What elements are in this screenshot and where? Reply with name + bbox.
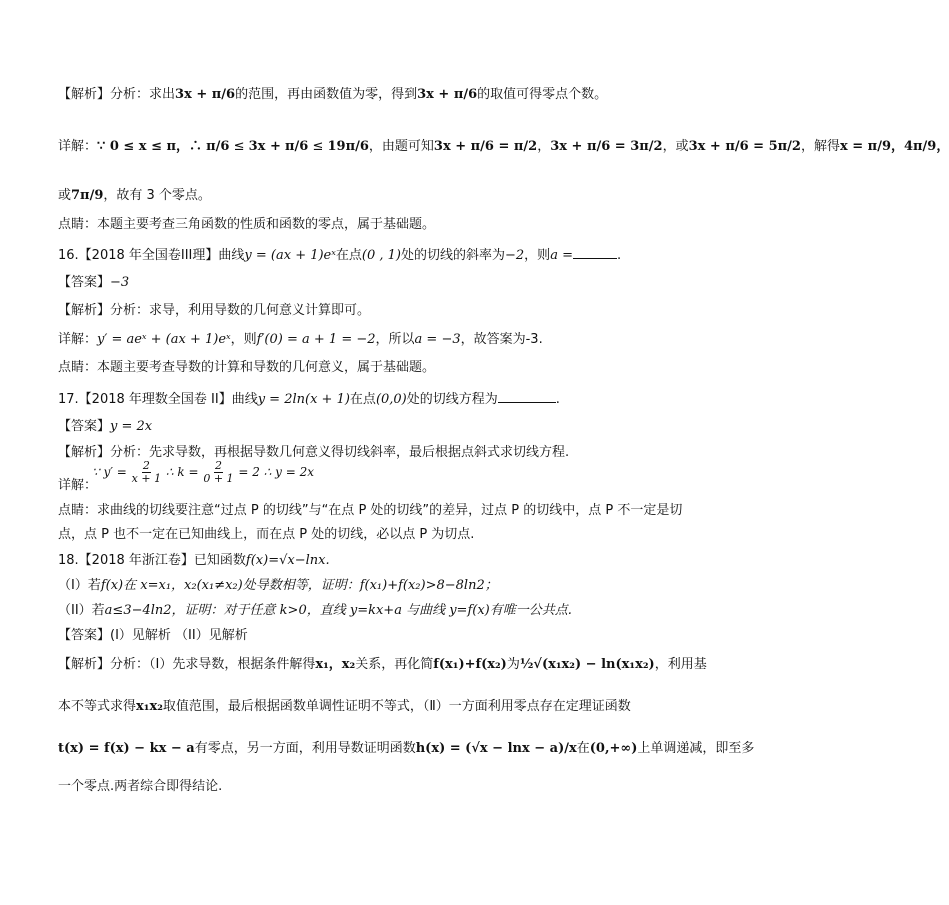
q17-answer: 【答案】y = 2x: [58, 419, 153, 434]
answer-blank: [573, 246, 617, 259]
q17-comment-2: 点，点 P 也不一定在已知曲线上，而在点 P 处的切线，必以点 P 为切点.: [58, 527, 475, 542]
fraction: $\frac{2}{0 + 1}$: [203, 459, 234, 485]
fraction: $\frac{2}{x + 1}$: [131, 459, 162, 485]
q15-analysis: 【解析】分析：求出3x + π/6的范围，再由函数值为零，得到3x + π/6的取值可得零点个数。: [58, 87, 608, 102]
q17-comment-1: 点睛：求曲线的切线要注意“过点 P 的切线”与“在点 P 处的切线”的差异，过点 P 的切线中，点 P 不一定是切: [58, 503, 683, 518]
q17-heading: 17.【2018 年理数全国卷 II】曲线y = 2ln(x + 1)在点(0,0)处的切线方程为 .: [58, 392, 560, 407]
q15-count: 或7π/9，故有 3 个零点。: [58, 188, 211, 203]
q17-formula: ∵ y′ = $\frac{2}{x + 1}$ ∴ k = $\frac{2}{0 + 1}$ = 2 ∴ y = 2x: [92, 459, 315, 485]
q17-detail-label: 详解：: [58, 478, 98, 493]
q18-analysis-2: 本不等式求得x₁x₂取值范围，最后根据函数单调性证明不等式，（Ⅱ）一方面利用零点存在定理证函数: [58, 699, 631, 714]
q18-analysis-1: 【解析】分析：（Ⅰ）先求导数，根据条件解得x₁，x₂关系，再化简f(x₁)+f(x₂)为½√(x₁x₂) − ln(x₁x₂)，利用基: [58, 657, 707, 672]
q18-heading: 18.【2018 年浙江卷】已知函数f(x)=√x−lnx.: [58, 553, 330, 568]
q18-answer: 【答案】(I）见解析 （II）见解析: [58, 628, 248, 643]
q16-answer: 【答案】−3: [58, 275, 130, 290]
q15-comment: 点睛：本题主要考查三角函数的性质和函数的零点，属于基础题。: [58, 217, 436, 232]
q15-detail: 详解：∵ 0 ≤ x ≤ π，∴ π/6 ≤ 3x + π/6 ≤ 19π/6，由题可知3x + π/6 = π/2，3x + π/6 = 3π/2，或3x + π/6 = 5π/2，解得x = π/9，4π/9，: [58, 139, 949, 154]
analysis-tag: 【解析】: [58, 87, 111, 102]
q16-analysis: 【解析】分析：求导，利用导数的几何意义计算即可。: [58, 303, 371, 318]
q18-part2: （II）若a≤3−4ln2，证明：对于任意 k>0，直线 y=kx+a 与曲线 y=f(x)有唯一公共点.: [58, 603, 572, 618]
q18-analysis-3: t(x) = f(x) − kx − a有零点，另一方面，利用导数证明函数h(x) = (√x − lnx − a)/x在(0,+∞)上单调递减，即至多: [58, 741, 755, 756]
q16-comment: 点睛：本题主要考查导数的计算和导数的几何意义，属于基础题。: [58, 360, 436, 375]
q16-heading: 16.【2018 年全国卷III理】曲线y = (ax + 1)eˣ在点(0 , 1)处的切线的斜率为−2，则a = .: [58, 248, 622, 263]
q17-analysis: 【解析】分析：先求导数，再根据导数几何意义得切线斜率，最后根据点斜式求切线方程.: [58, 445, 570, 460]
q18-analysis-4: 一个零点.两者综合即得结论.: [58, 779, 223, 794]
q18-part1: （I）若f(x)在 x=x₁，x₂(x₁≠x₂)处导数相等，证明：f(x₁)+f(x₂)>8−8ln2；: [58, 578, 498, 593]
q16-detail: 详解：y′ = aeˣ + (ax + 1)eˣ，则f′(0) = a + 1 = −2，所以a = −3，故答案为-3.: [58, 332, 543, 347]
answer-blank: [498, 390, 556, 403]
